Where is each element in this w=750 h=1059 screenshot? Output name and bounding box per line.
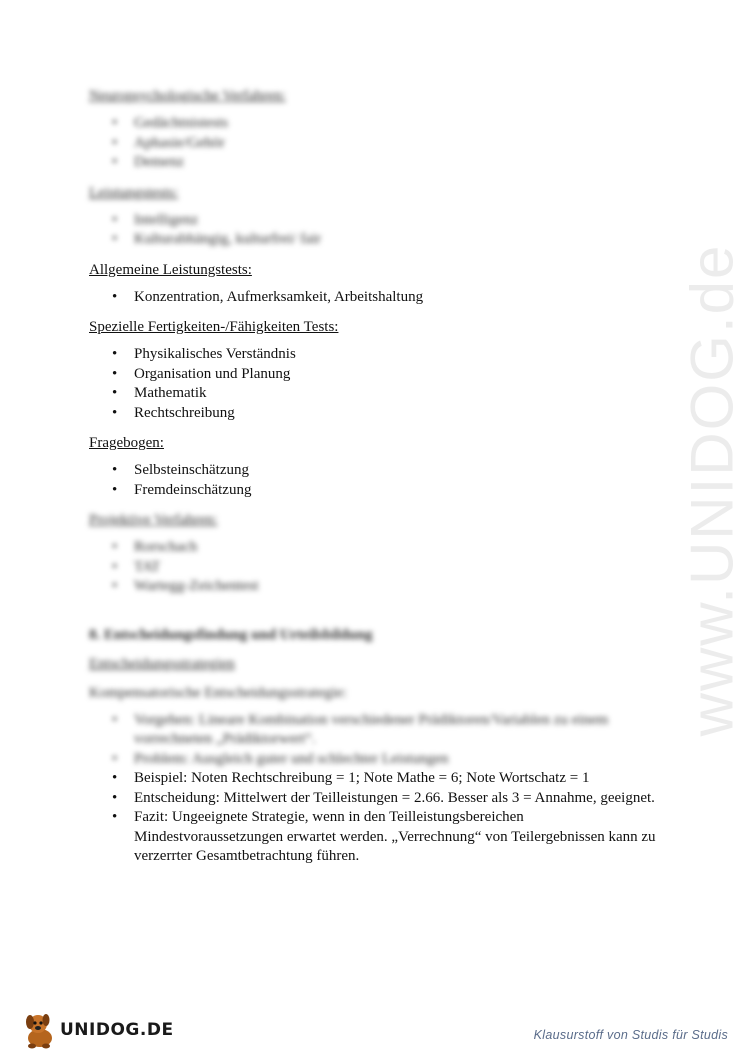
list-item: • Selbsteinschätzung (89, 461, 659, 481)
list-item: • Problem: Ausgleich guter und schlechter Leistungen (89, 750, 659, 770)
list-item: • Beispiel: Noten Rechtschreibung = 1; Note Mathe = 6; Note Wortschatz = 1 (89, 769, 659, 789)
list-item: • Organisation und Planung (89, 365, 659, 385)
heading-projektive-verfahren: Projektive Verfahren: (89, 512, 218, 528)
list-item: • Fazit: Ungeeignete Strategie, wenn in den Teilleistungsbereichen Mindestvoraussetzungen erwartet werden. „Verrechnung“ von Teilergebnissen kann zu verzerrter Gesamtbetrachtung führen. (89, 808, 659, 867)
heading-spezielle-tests: Spezielle Fertigkeiten-/Fähigkeiten Tests: (89, 319, 339, 335)
list-fragebogen (89, 461, 659, 500)
list-item: • Mathematik (89, 384, 659, 404)
list-item: • Konzentration, Aufmerksamkeit, Arbeitshaltung (89, 288, 659, 308)
list-item: • Entscheidung: Mittelwert der Teilleistungen = 2.66. Besser als 3 = Annahme, geeignet. (89, 789, 659, 809)
list-leistungstests (89, 211, 659, 250)
list-spezielle-tests (89, 345, 659, 423)
unidog-logo[interactable] (22, 1010, 174, 1050)
logo-text: UNIDOG.DE (60, 1020, 174, 1040)
list-neuropsychologische (89, 114, 659, 173)
list-item: • Gedächtnistests (89, 114, 659, 134)
heading-leistungstests: Leistungstests: (89, 184, 179, 201)
list-allgemeine-leistungstests (89, 288, 659, 308)
dog-mascot-icon (22, 1010, 58, 1050)
heading-fragebogen: Fragebogen: (89, 435, 164, 451)
list-kompensatorisch (89, 711, 659, 867)
list-item: • Aphasie/Gehör (89, 134, 659, 154)
section-title-entscheidung: 8. Entscheidungsfindung und Urteilsbildung (89, 626, 373, 643)
list-item: • Rorschach (89, 538, 659, 558)
heading-neuropsychologische: Neuropsychologische Verfahren: (89, 88, 286, 104)
document-content (89, 86, 659, 877)
list-item: • TAT (89, 558, 659, 578)
watermark: www.UNIDOG.de (678, 243, 746, 737)
footer-slogan: Klausurstoff von Studis für Studis (533, 1028, 728, 1042)
list-item: • Kulturabhängig, kulturfrei/ fair (89, 230, 659, 250)
subheading-kompensatorisch: Kompensatorische Entscheidungsstrategie: (89, 684, 347, 701)
list-item: • Demenz (89, 153, 659, 173)
list-item: • Fremdeinschätzung (89, 481, 659, 501)
list-item: • Intelligenz (89, 211, 659, 231)
subheading-strategien: Entscheidungsstrategien (89, 655, 235, 672)
list-item: • Rechtschreibung (89, 404, 659, 424)
list-item: • Vorgehen: Lineare Kombination verschiedener Prädiktoren/Variablen zu einem vorrechneten „Prädiktorwert“. (89, 711, 659, 750)
list-item: • Wartegg-Zeichentest (89, 577, 659, 597)
heading-allgemeine-leistungstests: Allgemeine Leistungstests: (89, 261, 252, 278)
list-projektive-verfahren (89, 538, 659, 597)
list-item: • Physikalisches Verständnis (89, 345, 659, 365)
